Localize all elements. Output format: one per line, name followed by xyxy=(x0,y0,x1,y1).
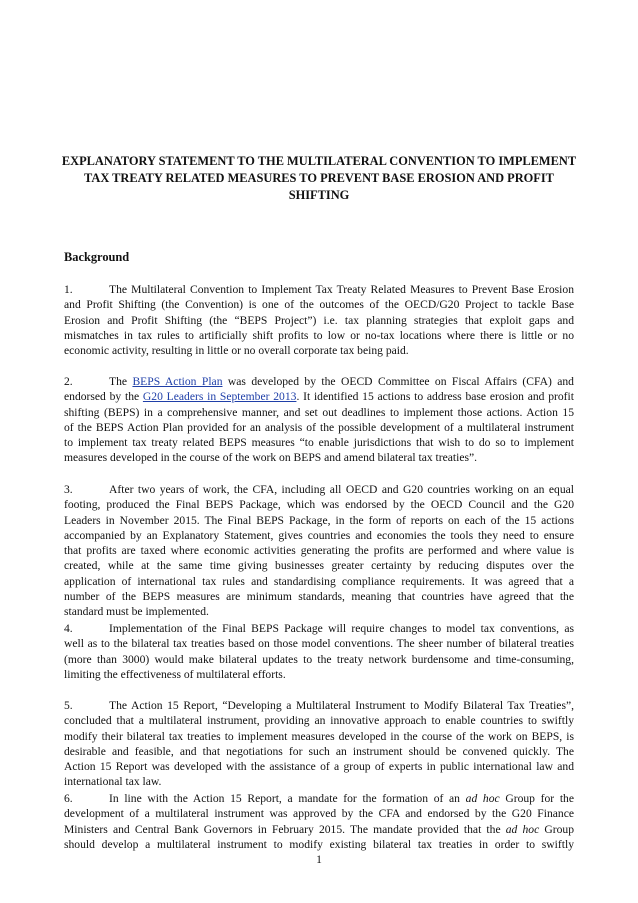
paragraph-text: endorsed by the xyxy=(64,390,143,404)
paragraph-text: accompanied by an Explanatory Statement, gives countries and economies the tools they need to ensure xyxy=(64,528,574,542)
paragraph-text: modify their bilateral tax treaties to implement measures developed in the course of the work on BEPS, is xyxy=(64,729,574,743)
paragraph-text: (more than 3000) would make bilateral updates to the treaty network burdensome and time-consuming, xyxy=(64,652,574,666)
paragraph-number: 5. xyxy=(64,699,73,712)
title-line: SHIFTING xyxy=(288,188,350,202)
paragraph-text: Group for the xyxy=(499,792,574,805)
paragraph-text: was developed by the OECD Committee on Fiscal Affairs (CFA) and xyxy=(222,375,574,388)
paragraph-text: In line with the Action 15 Report, a mandate for the formation of an xyxy=(109,792,466,805)
paragraph-text: that profits are taxed where economic activities generating the profits are performed and where value is xyxy=(64,544,574,558)
paragraph-text: shifting (BEPS) in a comprehensive manner, and set out deadlines to implement those actions. Action 15 xyxy=(64,405,574,419)
paragraph-text: number of the BEPS measures are minimum standards, meaning that countries have agreed that the xyxy=(64,590,574,604)
paragraph-text: Group xyxy=(539,822,575,836)
paragraph-text: The Action 15 Report, “Developing a Multilateral Instrument to Modify Bilateral Tax Treaties”, xyxy=(109,699,574,712)
paragraph-text: . It identified 15 actions to address base erosion and profit xyxy=(296,390,574,404)
paragraph-text: limiting the effectiveness of multilateral efforts. xyxy=(64,667,286,681)
paragraph-text: Implementation of the Final BEPS Package will require changes to model tax conventions, as xyxy=(109,622,574,635)
paragraph-1 xyxy=(64,282,574,358)
document-title xyxy=(60,153,578,204)
paragraph-5 xyxy=(64,698,574,790)
italic-term: ad hoc xyxy=(465,792,500,805)
paragraph-number: 4. xyxy=(64,622,73,635)
paragraph-text: concluded that a multilateral instrument, providing an innovative approach to enable countries to swiftly xyxy=(64,714,574,728)
paragraph-6 xyxy=(64,791,574,852)
title-line: TAX TREATY RELATED MEASURES TO PREVENT BASE EROSION AND PROFIT xyxy=(84,171,554,185)
paragraph-text: The xyxy=(109,375,133,388)
paragraph-number: 3. xyxy=(64,483,73,496)
paragraph-text: mismatches in tax rules to artificially shift profits to low or no-tax locations where there is little or no xyxy=(64,328,574,342)
paragraph-text: Leaders in November 2015. The Final BEPS Package, in the form of reports on each of the 15 actions xyxy=(64,513,574,527)
paragraph-text: footing, produced the Final BEPS Package, which was endorsed by the OECD Council and the G20 xyxy=(64,498,574,512)
paragraph-text: development of a multilateral instrument was approved by the CFA and endorsed by the G20 Finance xyxy=(64,807,574,821)
paragraph-text: standard must be implemented. xyxy=(64,605,209,619)
paragraph-text: to implement tax treaty related BEPS measures “to enable jurisdictions that wish to do so to implement xyxy=(64,436,574,450)
paragraph-text: Ministers and Central Bank Governors in February 2015. The mandate provided that the xyxy=(64,822,506,836)
paragraph-2 xyxy=(64,374,574,466)
page-number: 1 xyxy=(316,853,322,866)
paragraph-text: should develop a multilateral instrument to modify existing bilateral tax treaties in order to swiftly xyxy=(64,837,574,851)
paragraph-text: desirable and feasible, and that negotiations for such an instrument should be convened quickly. The xyxy=(64,744,574,758)
paragraph-text: Action 15 Report was developed with the assistance of a group of experts in public international law and xyxy=(64,760,574,774)
paragraph-text: application of international tax rules and standardising compliance requirements. It was agreed that a xyxy=(64,574,574,588)
paragraph-number: 6. xyxy=(64,792,73,805)
paragraph-text: of the BEPS Action Plan provided for an analysis of the possible development of a multilateral instrument xyxy=(64,420,574,434)
paragraph-text: created, while at the same time giving businesses greater certainty by reducing disputes over the xyxy=(64,559,574,573)
paragraph-text: The Multilateral Convention to Implement Tax Treaty Related Measures to Prevent Base Erosion xyxy=(109,283,574,296)
paragraph-text: and Profit Shifting (the Convention) is one of the outcomes of the OECD/G20 Project to tackle Base xyxy=(64,298,574,312)
paragraph-4 xyxy=(64,621,574,682)
paragraph-number: 1. xyxy=(64,283,73,296)
g20-leaders-link[interactable]: G20 Leaders in September 2013 xyxy=(142,390,297,404)
section-heading-background: Background xyxy=(64,250,130,264)
paragraph-text: well as to the bilateral tax treaties based on those model conventions. The sheer number of bilateral treaties xyxy=(64,637,574,651)
title-line: EXPLANATORY STATEMENT TO THE MULTILATERAL CONVENTION TO IMPLEMENT xyxy=(61,154,577,168)
paragraph-text: After two years of work, the CFA, including all OECD and G20 countries working on an equal xyxy=(109,483,574,496)
paragraph-text: international tax law. xyxy=(64,775,162,789)
paragraph-text: economic activity, resulting in little or no overall corporate tax being paid. xyxy=(64,344,409,358)
italic-term: ad hoc xyxy=(505,822,540,836)
paragraph-text: measures developed in the course of the work on BEPS and amend bilateral tax treaties”. xyxy=(64,451,478,465)
paragraph-3 xyxy=(64,482,574,620)
paragraph-text: Erosion and Profit Shifting (the “BEPS Project”) i.e. tax planning strategies that exploit gaps and xyxy=(64,313,574,327)
paragraph-number: 2. xyxy=(64,375,73,388)
beps-action-plan-link[interactable]: BEPS Action Plan xyxy=(132,375,223,388)
